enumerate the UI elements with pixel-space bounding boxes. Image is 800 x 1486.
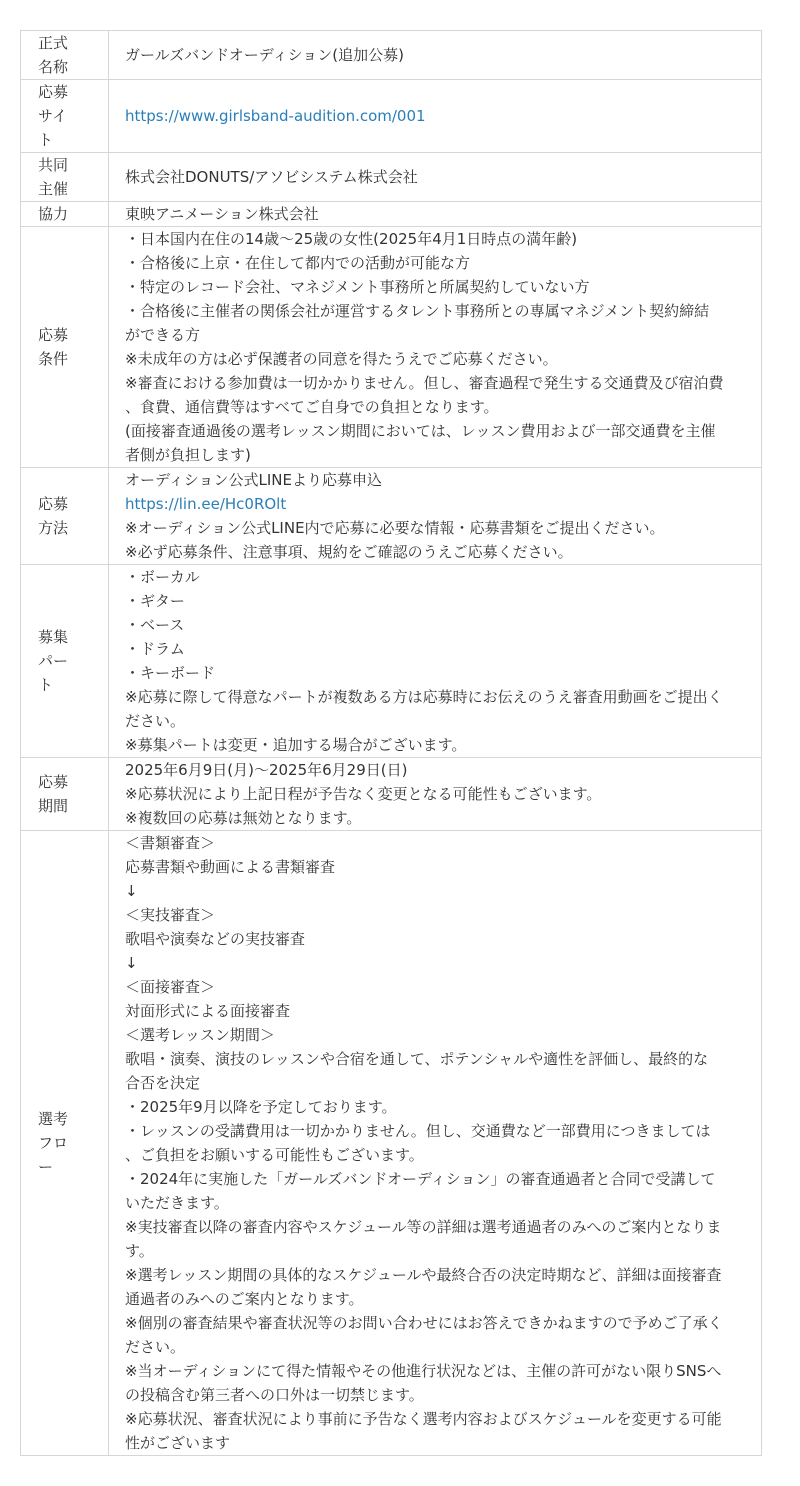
value-line: 者側が負担します): [125, 446, 251, 464]
value-line: ※募集パートは変更・追加する場合がございます。: [125, 736, 467, 754]
row-value-recruiting-parts: [109, 565, 762, 758]
row-value-application-site: [109, 80, 762, 153]
table-row-application-method: [21, 468, 762, 565]
value-line: 対面形式による面接審査: [125, 1002, 291, 1020]
value-line: ※選考レッスン期間の具体的なスケジュールや最終合否の決定時期など、詳細は面接審査: [125, 1266, 722, 1284]
value-line: 性がございます: [125, 1434, 231, 1452]
value-line: ・日本国内在住の14歳〜25歳の女性(2025年4月1日時点の満年齢): [125, 230, 578, 248]
value-line: ※応募に際して得意なパートが複数ある方は応募時にお伝えのうえ審査用動画をご提出く: [125, 688, 723, 706]
value-line: ＜実技審査＞: [125, 906, 216, 924]
table-row-cooperation: [21, 202, 762, 227]
value-line: ＜書類審査＞: [125, 834, 216, 852]
table-row-selection-flow: [21, 831, 762, 1456]
value-line: ださい。: [125, 1338, 186, 1356]
row-key-co-organizers: 共同主催: [21, 153, 109, 202]
row-key-official-name: 正式名称: [21, 31, 109, 80]
value-line: す。: [125, 1242, 154, 1260]
value-line: ※未成年の方は必ず保護者の同意を得たうえでご応募ください。: [125, 350, 558, 368]
value-line: いただきます。: [125, 1194, 229, 1212]
table-row-application-site: [21, 80, 762, 153]
value-line: ※オーディション公式LINE内で応募に必要な情報・応募書類をご提出ください。: [125, 519, 665, 537]
value-line: ※複数回の応募は無効となります。: [125, 809, 362, 827]
value-line: ↓: [125, 882, 138, 900]
value-line: ・ドラム: [125, 640, 185, 658]
value-line: ・レッスンの受講費用は一切かかりません。但し、交通費など一部費用につきましては: [125, 1122, 711, 1140]
info-table-container: [20, 30, 762, 1456]
table-row-application-period: [21, 758, 762, 831]
table-row-recruiting-parts: [21, 565, 762, 758]
line-official-link[interactable]: https://lin.ee/Hc0ROlt: [125, 495, 287, 513]
table-row-eligibility: [21, 227, 762, 468]
value-line: 2025年6月9日(月)〜2025年6月29日(日): [125, 761, 408, 779]
value-line: ※実技審査以降の審査内容やスケジュール等の詳細は選考通過者のみへのご案内となりま: [125, 1218, 722, 1236]
value-line: ださい。: [125, 712, 186, 730]
row-key-application-method: 応募方法: [21, 468, 109, 565]
value-line: 応募書類や動画による書類審査: [125, 858, 336, 876]
table-row-official-name: [21, 31, 762, 80]
value-line: の投稿含む第三者への口外は一切禁じます。: [125, 1386, 424, 1404]
value-line: 株式会社DONUTS/アソビシステム株式会社: [125, 168, 418, 186]
row-key-cooperation: 協力: [21, 202, 109, 227]
value-line: ができる方: [125, 326, 201, 344]
row-key-recruiting-parts: 募集パート: [21, 565, 109, 758]
row-value-application-method: [109, 468, 762, 565]
value-line: ガールズバンドオーディション(追加公募): [125, 46, 405, 64]
value-line: オーディション公式LINEより応募申込: [125, 471, 382, 489]
value-line: 歌唱や演奏などの実技審査: [125, 930, 306, 948]
value-line: ・2024年に実施した「ガールズバンドオーディション」の審査通過者と合同で受講して: [125, 1170, 716, 1188]
row-key-eligibility: 応募条件: [21, 227, 109, 468]
value-line: ※当オーディションにて得た情報やその他進行状況などは、主催の許可がない限りSNSへ: [125, 1362, 722, 1380]
value-line: ＜面接審査＞: [125, 978, 216, 996]
value-line: ・特定のレコード会社、マネジメント事務所と所属契約していない方: [125, 278, 590, 296]
row-key-application-period: 応募期間: [21, 758, 109, 831]
row-key-selection-flow: 選考フロー: [21, 831, 109, 1456]
value-line: ↓: [125, 954, 138, 972]
value-line: 合否を決定: [125, 1074, 201, 1092]
value-line: 、食費、通信費等はすべてご自身での負担となります。: [125, 398, 499, 416]
row-value-application-period: [109, 758, 762, 831]
row-value-co-organizers: [109, 153, 762, 202]
value-line: (面接審査通過後の選考レッスン期間においては、レッスン費用および一部交通費を主催: [125, 422, 716, 440]
value-line: 歌唱・演奏、演技のレッスンや合宿を通して、ポテンシャルや適性を評価し、最終的な: [125, 1050, 709, 1068]
value-line: ・ギター: [125, 592, 185, 610]
value-line: ・2025年9月以降を予定しております。: [125, 1098, 397, 1116]
row-value-selection-flow: [109, 831, 762, 1456]
application-site-link[interactable]: https://www.girlsband-audition.com/001: [125, 107, 426, 125]
value-line: 、ご負担をお願いする可能性もございます。: [125, 1146, 424, 1164]
row-value-official-name: [109, 31, 762, 80]
value-line: ※個別の審査結果や審査状況等のお問い合わせにはお答えできかねますので予めご了承く: [125, 1314, 723, 1332]
value-line: ※必ず応募条件、注意事項、規約をご確認のうえご応募ください。: [125, 543, 573, 561]
row-value-eligibility: [109, 227, 762, 468]
value-line: ※審査における参加費は一切かかりません。但し、審査過程で発生する交通費及び宿泊費: [125, 374, 724, 392]
value-line: ※応募状況、審査状況により事前に予告なく選考内容およびスケジュールを変更する可能: [125, 1410, 722, 1428]
value-line: 東映アニメーション株式会社: [125, 205, 319, 223]
audition-info-table: [20, 30, 762, 1456]
value-line: ・キーボード: [125, 664, 216, 682]
value-line: ※応募状況により上記日程が予告なく変更となる可能性もございます。: [125, 785, 602, 803]
value-line: ・合格後に上京・在住して都内での活動が可能な方: [125, 254, 471, 272]
row-value-cooperation: [109, 202, 762, 227]
value-line: ・ボーカル: [125, 568, 200, 586]
value-line: ・ベース: [125, 616, 185, 634]
value-line: 通過者のみへのご案内となります。: [125, 1290, 364, 1308]
table-row-co-organizers: [21, 153, 762, 202]
row-key-application-site: 応募サイト: [21, 80, 109, 153]
value-line: ＜選考レッスン期間＞: [125, 1026, 275, 1044]
value-line: ・合格後に主催者の関係会社が運営するタレント事務所との専属マネジメント契約締結: [125, 302, 710, 320]
